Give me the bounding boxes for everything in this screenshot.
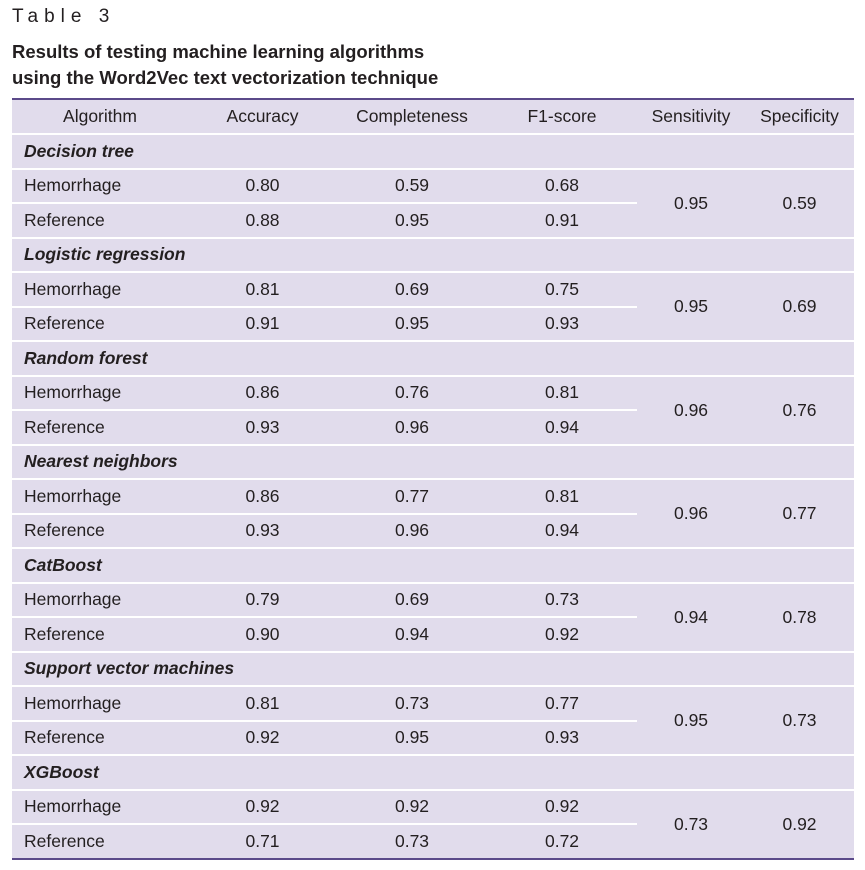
column-header-completeness: Completeness xyxy=(356,106,468,126)
column-header-specificity: Specificity xyxy=(760,106,839,126)
accuracy-value: 0.86 xyxy=(188,479,337,514)
sensitivity-value: 0.96 xyxy=(637,479,745,548)
completeness-value: 0.76 xyxy=(337,376,487,411)
completeness-value: 0.73 xyxy=(337,686,487,721)
caption-line-2: using the Word2Vec text vectorization technique xyxy=(12,67,439,88)
accuracy-value: 0.90 xyxy=(188,617,337,652)
header-row xyxy=(12,99,854,134)
completeness-value: 0.95 xyxy=(337,307,487,342)
row-label: Reference xyxy=(12,824,188,859)
row-label: Hemorrhage xyxy=(12,686,188,721)
table-caption xyxy=(12,39,438,91)
row-label: Reference xyxy=(12,203,188,238)
completeness-value: 0.95 xyxy=(337,203,487,238)
completeness-value: 0.95 xyxy=(337,721,487,756)
algorithm-group-row xyxy=(12,445,854,480)
column-header-f1-score: F1-score xyxy=(527,106,597,126)
f1-score-value: 0.81 xyxy=(487,376,637,411)
f1-score-value: 0.93 xyxy=(487,721,637,756)
accuracy-value: 0.81 xyxy=(188,686,337,721)
algorithm-name: CatBoost xyxy=(12,548,854,583)
row-label: Reference xyxy=(12,307,188,342)
row-label: Reference xyxy=(12,617,188,652)
accuracy-value: 0.92 xyxy=(188,721,337,756)
f1-score-value: 0.92 xyxy=(487,790,637,825)
row-label: Reference xyxy=(12,721,188,756)
algorithm-group-row xyxy=(12,238,854,273)
algorithm-name: XGBoost xyxy=(12,755,854,790)
accuracy-value: 0.91 xyxy=(188,307,337,342)
completeness-value: 0.77 xyxy=(337,479,487,514)
specificity-value: 0.69 xyxy=(745,272,854,341)
completeness-value: 0.69 xyxy=(337,272,487,307)
row-label: Reference xyxy=(12,514,188,549)
algorithm-name: Decision tree xyxy=(12,134,854,169)
f1-score-value: 0.73 xyxy=(487,583,637,618)
table-body xyxy=(12,134,854,859)
table-row xyxy=(12,376,854,411)
row-label: Hemorrhage xyxy=(12,376,188,411)
table-row xyxy=(12,169,854,204)
specificity-value: 0.78 xyxy=(745,583,854,652)
specificity-value: 0.92 xyxy=(745,790,854,859)
f1-score-value: 0.93 xyxy=(487,307,637,342)
accuracy-value: 0.88 xyxy=(188,203,337,238)
completeness-value: 0.69 xyxy=(337,583,487,618)
table-row xyxy=(12,583,854,618)
results-table xyxy=(12,98,854,860)
column-header-algorithm: Algorithm xyxy=(63,106,137,126)
sensitivity-value: 0.95 xyxy=(637,686,745,755)
algorithm-name: Logistic regression xyxy=(12,238,854,273)
algorithm-group-row xyxy=(12,134,854,169)
caption-line-1: Results of testing machine learning algorithms xyxy=(12,41,425,62)
row-label: Hemorrhage xyxy=(12,790,188,825)
sensitivity-value: 0.73 xyxy=(637,790,745,859)
specificity-value: 0.59 xyxy=(745,169,854,238)
specificity-value: 0.76 xyxy=(745,376,854,445)
table-row xyxy=(12,479,854,514)
f1-score-value: 0.94 xyxy=(487,514,637,549)
accuracy-value: 0.81 xyxy=(188,272,337,307)
algorithm-group-row xyxy=(12,548,854,583)
completeness-value: 0.92 xyxy=(337,790,487,825)
specificity-value: 0.73 xyxy=(745,686,854,755)
table-row xyxy=(12,686,854,721)
completeness-value: 0.96 xyxy=(337,410,487,445)
accuracy-value: 0.86 xyxy=(188,376,337,411)
algorithm-name: Nearest neighbors xyxy=(12,445,854,480)
f1-score-value: 0.72 xyxy=(487,824,637,859)
sensitivity-value: 0.95 xyxy=(637,272,745,341)
specificity-value: 0.77 xyxy=(745,479,854,548)
table-row xyxy=(12,790,854,825)
sensitivity-value: 0.94 xyxy=(637,583,745,652)
accuracy-value: 0.80 xyxy=(188,169,337,204)
row-label: Hemorrhage xyxy=(12,169,188,204)
sensitivity-value: 0.96 xyxy=(637,376,745,445)
algorithm-name: Support vector machines xyxy=(12,652,854,687)
row-label: Hemorrhage xyxy=(12,583,188,618)
algorithm-group-row xyxy=(12,755,854,790)
completeness-value: 0.59 xyxy=(337,169,487,204)
algorithm-name: Random forest xyxy=(12,341,854,376)
accuracy-value: 0.93 xyxy=(188,410,337,445)
completeness-value: 0.96 xyxy=(337,514,487,549)
row-label: Hemorrhage xyxy=(12,272,188,307)
column-header-accuracy: Accuracy xyxy=(226,106,299,126)
accuracy-value: 0.79 xyxy=(188,583,337,618)
algorithm-group-row xyxy=(12,341,854,376)
f1-score-value: 0.91 xyxy=(487,203,637,238)
algorithm-group-row xyxy=(12,652,854,687)
accuracy-value: 0.92 xyxy=(188,790,337,825)
table-number: Table 3 xyxy=(12,6,116,27)
f1-score-value: 0.75 xyxy=(487,272,637,307)
f1-score-value: 0.68 xyxy=(487,169,637,204)
table-row xyxy=(12,272,854,307)
row-label: Reference xyxy=(12,410,188,445)
sensitivity-value: 0.95 xyxy=(637,169,745,238)
accuracy-value: 0.93 xyxy=(188,514,337,549)
column-header-sensitivity: Sensitivity xyxy=(651,106,731,126)
f1-score-value: 0.92 xyxy=(487,617,637,652)
accuracy-value: 0.71 xyxy=(188,824,337,859)
completeness-value: 0.94 xyxy=(337,617,487,652)
row-label: Hemorrhage xyxy=(12,479,188,514)
f1-score-value: 0.94 xyxy=(487,410,637,445)
f1-score-value: 0.81 xyxy=(487,479,637,514)
completeness-value: 0.73 xyxy=(337,824,487,859)
f1-score-value: 0.77 xyxy=(487,686,637,721)
